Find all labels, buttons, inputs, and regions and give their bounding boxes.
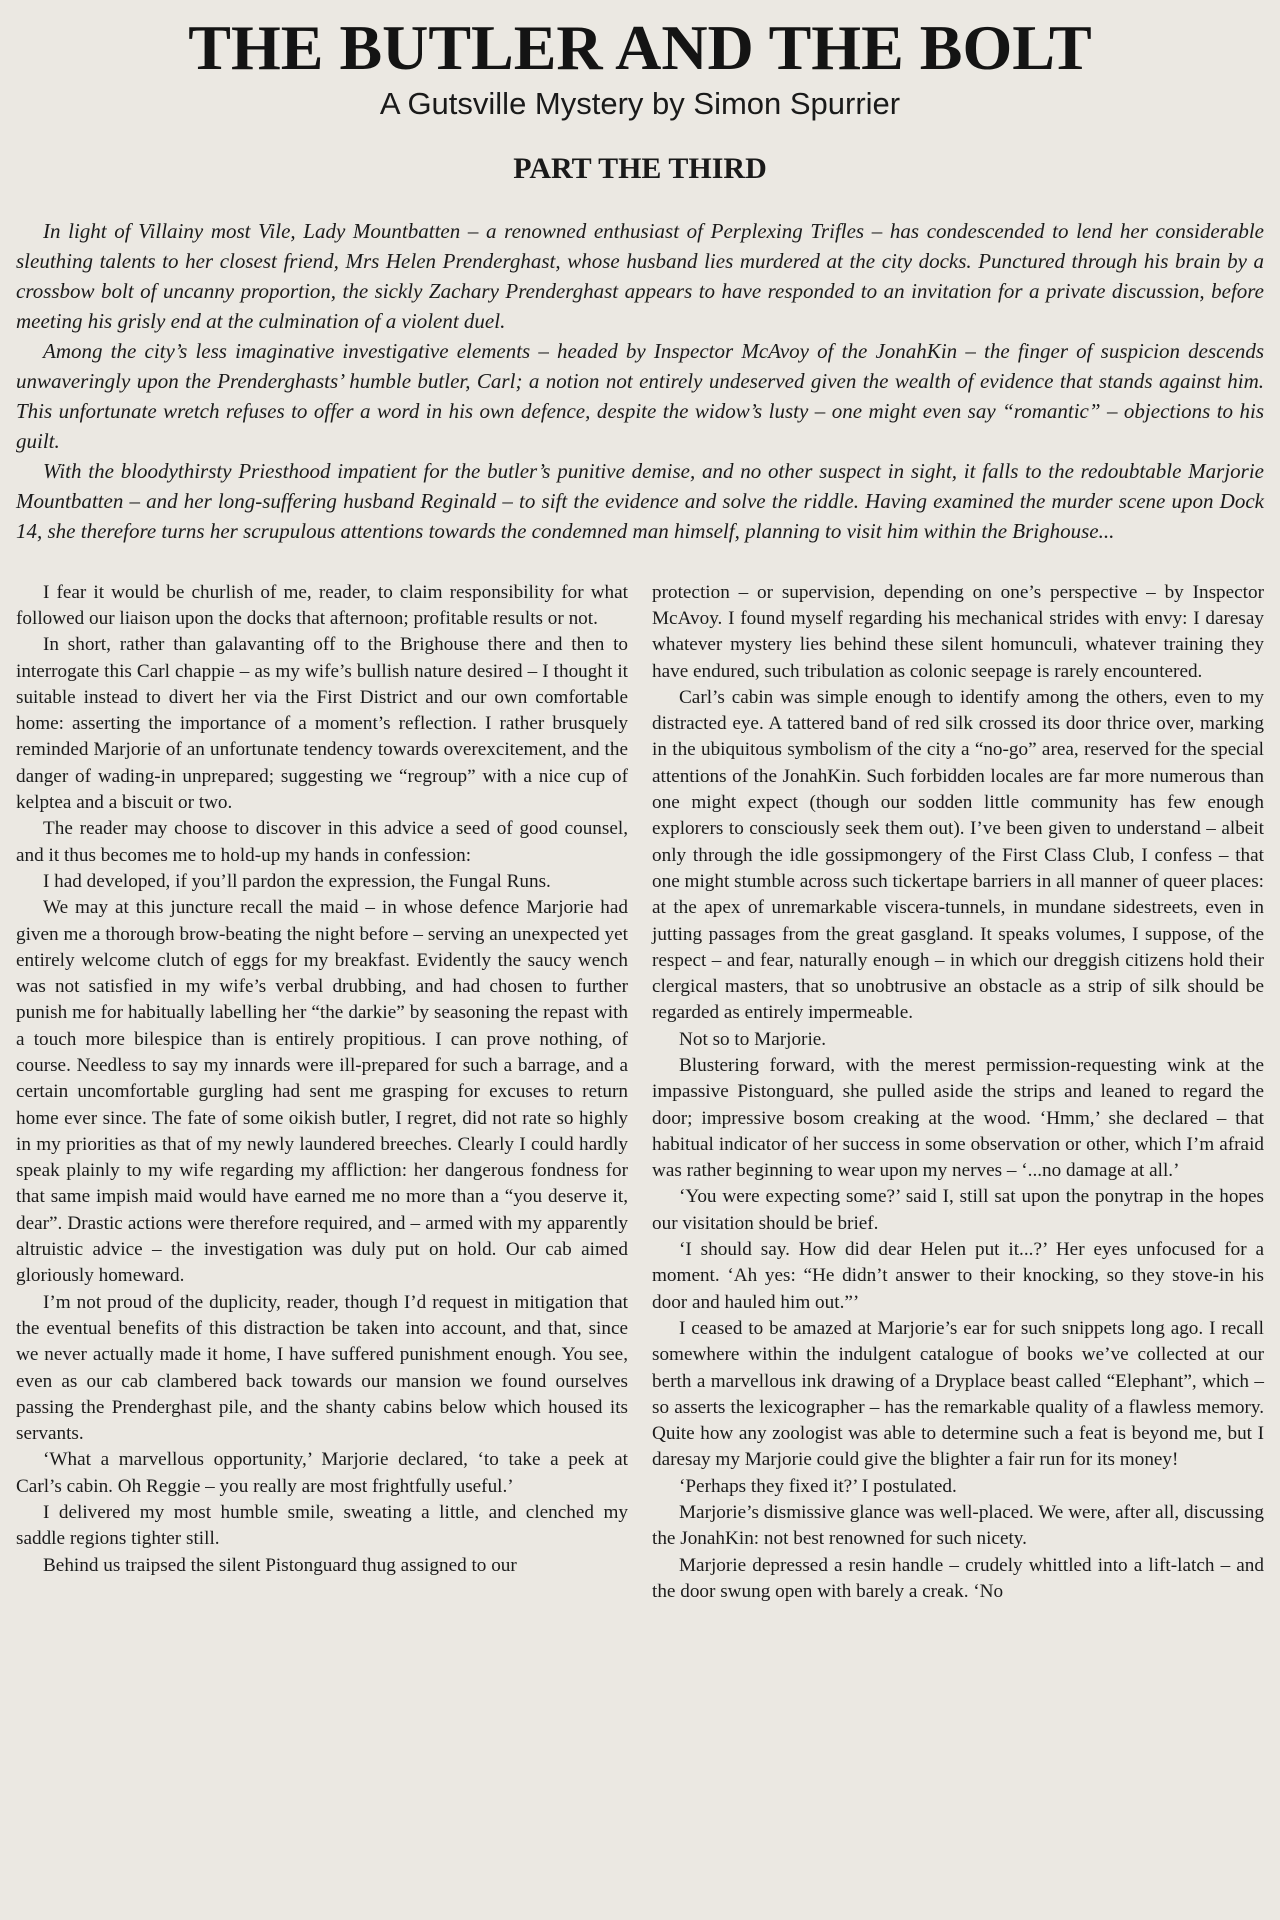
body-paragraph: In short, rather than galavanting off to the Brighouse there and then to interrogate this Carl chappie – as my wife’s bullish nature desired – I thought it suitable instead to divert her via the First District and our own comfortable home: asserting the importance of a moment’s reflection. I rather brusquely reminded Marjorie of an unfortunate tendency towards overexcitement, and the danger of wading-in unprepared; suggesting we “regroup” with a nice cup of kelptea and a biscuit or two. (16, 634, 628, 814)
body-paragraph: Not so to Marjorie. (679, 1028, 827, 1050)
story-title: THE BUTLER AND THE BOLT (188, 12, 1092, 83)
body-paragraph: We may at this juncture recall the maid – in whose defence Marjorie had given me a thorough brow-beating the night before – serving an unexpected yet entirely welcome clutch of eggs for my breakfast. Evidently the saucy wench was not satisfied in my wife’s verbal drubbing, and had chosen to further punish me for habitually labelling her “the darkie” by seasoning the repast with a touch more bilespice than is entirely propitious. I can prove nothing, of course. Needless to say my innards were ill-prepared for such a barrage, and a certain uncomfortable gurgling had sent me grasping for excuses to return home ever since. The fate of some oikish butler, I regret, did not rate so highly in my priorities as that of my newly laundered breeches. Clearly I could hardly speak plainly to my wife regarding my affliction: her dangerous fondness for that same impish maid would have earned me no more than a “you deserve it, dear”. Drastic actions were therefore required, and – armed with my apparently altruistic advice – the investigation was duly put on hold. Our cab aimed gloriously homeward. (16, 897, 628, 1287)
intro-paragraph: In light of Villainy most Vile, Lady Mountbatten – a renowned enthusiast of Perplexing Trifles – has condescended to lend her considerable sleuthing talents to her closest friend, Mrs Helen Prenderghast, whose husband lies murdered at the city docks. Punctured through his brain by a crossbow bolt of uncanny proportion, the sickly Zachary Prenderghast appears to have responded to an invitation for a private discussion, before meeting his grisly end at the culmination of a violent duel. (16, 218, 1264, 333)
body-paragraph: I’m not proud of the duplicity, reader, though I’d request in mitigation that the eventual benefits of this distraction be taken into account, and that, since we never actually made it home, I have suffered punishment enough. You see, even as our cab clambered back towards our mansion we found ourselves passing the Prenderghast pile, and the shanty cabins below which housed its servants. (16, 1291, 628, 1445)
story-subtitle: A Gutsville Mystery by Simon Spurrier (379, 86, 901, 121)
intro-synopsis (16, 216, 1264, 546)
body-paragraph: Carl’s cabin was simple enough to identify among the others, even to my distracted eye. A tattered band of red silk crossed its door thrice over, marking in the ubiquitous symbolism of the city a “no-go” area, reserved for the special attentions of the JonahKin. Such forbidden locales are far more numerous than one might expect (though our sodden little community has few enough explorers to consciously seek them out). I’ve been given to understand – albeit only through the idle gossipmongery of the First Class Club, I confess – that one might stumble across such tickertape barriers in all manner of queer places: at the apex of unremarkable viscera-tunnels, in mundane sidestreets, even in jutting passages from the great gasgland. It speaks volumes, I suppose, of the respect – and fear, naturally enough – in which our dreggish citizens hold their clergical masters, that so unobtrusive an obstacle as a strip of silk should be regarded as entirely impermeable. (652, 686, 1264, 1024)
body-paragraph: Behind us traipsed the silent Pistonguard thug assigned to our (43, 1554, 517, 1576)
body-paragraph: ‘What a marvellous opportunity,’ Marjorie declared, ‘to take a peek at Carl’s cabin. Oh Reggie – you really are most frightfully useful.’ (16, 1449, 628, 1497)
part-heading: PART THE THIRD (513, 151, 767, 185)
body-paragraph: protection – or supervision, depending on one’s perspective – by Inspector McAvoy. I found myself regarding his mechanical strides with envy: I daresay whatever mystery lies behind these silent homunculi, whatever training they have endured, such tribulation as colonic seepage is rarely encountered. (652, 581, 1264, 682)
body-paragraph: The reader may choose to discover in this advice a seed of good counsel, and it thus becomes me to hold-up my hands in confession: (16, 818, 628, 866)
body-paragraph: I had developed, if you’ll pardon the expression, the Fungal Runs. (43, 870, 551, 892)
body-paragraph: Marjorie depressed a resin handle – crudely whittled into a lift-latch – and the door swung open with barely a creak. ‘No (652, 1554, 1264, 1602)
body-paragraph: Blustering forward, with the merest permission-requesting wink at the impassive Pistonguard, she pulled aside the strips and leaned to regard the door; impressive bosom creaking at the wood. ‘Hmm,’ she declared – that habitual indicator of her success in some observation or other, which I’m afraid was rather beginning to wear upon my nerves – ‘...no damage at all.’ (652, 1054, 1264, 1182)
right-column (652, 580, 1264, 1606)
body-paragraph: I ceased to be amazed at Marjorie’s ear for such snippets long ago. I recall somewhere within the indulgent catalogue of books we’ve collected at our berth a marvellous ink drawing of a Dryplace beast called “Elephant”, which – so asserts the lexicographer – has the remarkable quality of a flawless memory. Quite how any zoologist was able to determine such a feat is beyond me, but I daresay my Marjorie could give the blighter a fair run for its money! (652, 1317, 1264, 1471)
body-paragraph: ‘I should say. How did dear Helen put it...?’ Her eyes unfocused for a moment. ‘Ah yes: “He didn’t answer to their knocking, so they stove-in his door and hauled him out.”’ (652, 1239, 1264, 1313)
intro-paragraph: With the bloodythirsty Priesthood impatient for the butler’s punitive demise, and no other suspect in sight, it falls to the redoubtable Marjorie Mountbatten – and her long-suffering husband Reginald – to sift the evidence and solve the riddle. Having examined the murder scene upon Dock 14, she therefore turns her scrupulous attentions towards the condemned man himself, planning to visit him within the Brighouse... (16, 458, 1264, 543)
left-column (16, 580, 628, 1606)
body-paragraph: ‘Perhaps they fixed it?’ I postulated. (679, 1475, 957, 1497)
body-paragraph: I fear it would be churlish of me, reader, to claim responsibility for what followed our liaison upon the docks that afternoon; profitable results or not. (16, 581, 628, 629)
body-paragraph: Marjorie’s dismissive glance was well-placed. We were, after all, discussing the JonahKin: not best renowned for such nicety. (652, 1502, 1264, 1550)
body-columns (16, 580, 1264, 1606)
body-paragraph: ‘You were expecting some?’ said I, still sat upon the ponytrap in the hopes our visitation should be brief. (652, 1186, 1264, 1234)
body-paragraph: I delivered my most humble smile, sweating a little, and clenched my saddle regions tighter still. (16, 1502, 628, 1550)
intro-paragraph: Among the city’s less imaginative investigative elements – headed by Inspector McAvoy of the JonahKin – the finger of suspicion descends unwaveringly upon the Prenderghasts’ humble butler, Carl; a notion not entirely undeserved given the wealth of evidence that stands against him. This unfortunate wretch refuses to offer a word in his own defence, despite the widow’s lusty – one might even say “romantic” – objections to his guilt. (16, 338, 1264, 453)
